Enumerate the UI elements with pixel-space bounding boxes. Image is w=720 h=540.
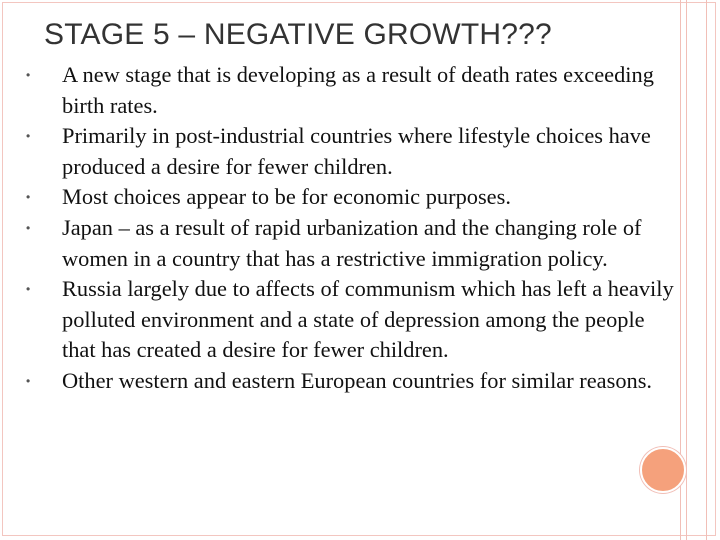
bullet-text: Russia largely due to affects of communism which has left a heavily polluted environment and a state of depression among the people that has created a desire for fewer children.: [62, 276, 674, 362]
bullet-text: Japan – as a result of rapid urbanization and the changing role of women in a country that has a restrictive immigration policy.: [62, 215, 642, 271]
bullet-dot-icon: •: [26, 190, 31, 204]
bullet-item: [26, 121, 676, 182]
bullet-item: [26, 366, 676, 397]
bullet-dot-icon: •: [26, 373, 31, 388]
bullet-item: [26, 60, 676, 121]
bullet-text: Primarily in post-industrial countries where lifestyle choices have produced a desire for fewer children.: [62, 123, 651, 179]
bullet-text: Most choices appear to be for economic purposes.: [62, 184, 511, 209]
bullet-item: [26, 274, 676, 366]
bullet-item: [26, 182, 676, 213]
bullet-dot-icon: •: [26, 129, 31, 143]
bullet-dot-icon: •: [26, 221, 31, 235]
bullet-text: Other western and eastern European countries for similar reasons.: [62, 367, 653, 393]
bullet-list: [26, 60, 676, 397]
slide-title: STAGE 5 – NEGATIVE GROWTH???: [44, 18, 552, 51]
bullet-dot-icon: •: [26, 282, 31, 296]
decorative-vertical-line: [686, 0, 687, 540]
bullet-text: A new stage that is developing as a result of death rates exceeding birth rates.: [62, 62, 654, 118]
decorative-accent-circle: [640, 447, 686, 493]
decorative-vertical-line: [706, 0, 707, 540]
bullet-dot-icon: •: [26, 68, 31, 82]
bullet-item: [26, 213, 676, 274]
